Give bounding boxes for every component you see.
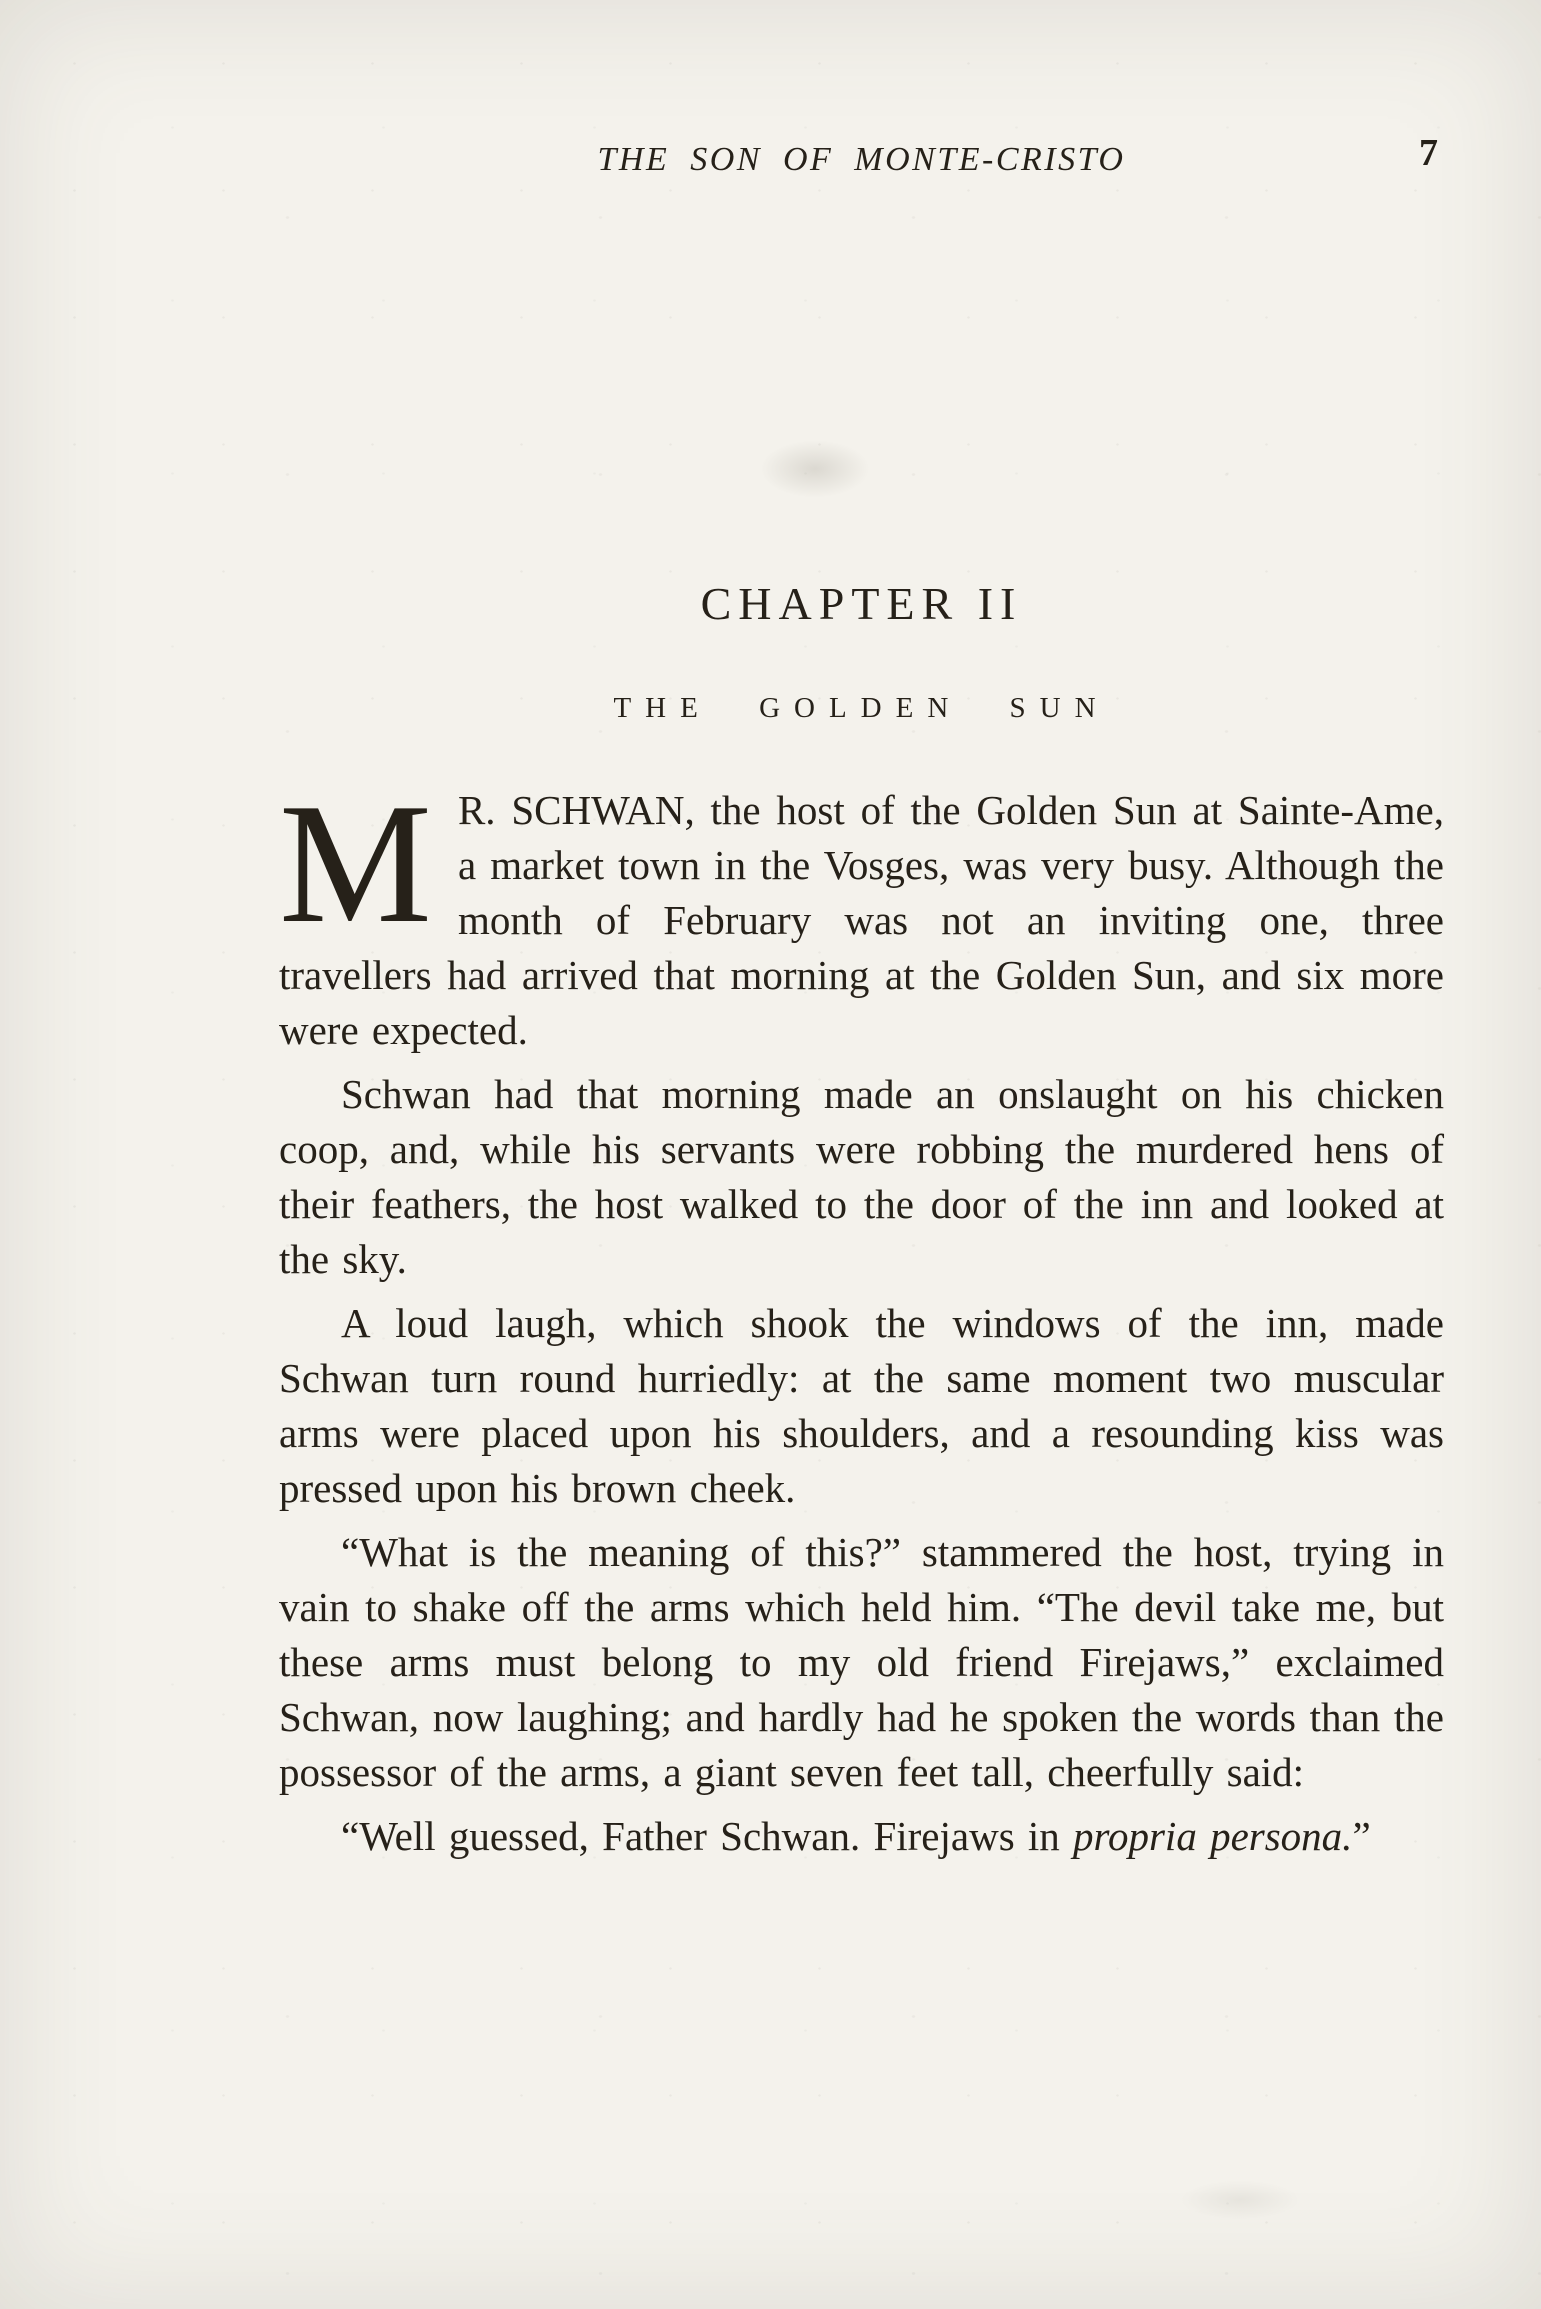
paragraph-1 — [279, 769, 1444, 1058]
paragraph-5-lead: “Well guessed, Father Schwan. Firejaws in — [341, 1813, 1074, 1859]
text-block — [279, 0, 1444, 1864]
paragraph-5-tail: ” — [1352, 1813, 1371, 1859]
paragraph-5 — [279, 1809, 1444, 1864]
paragraph-1-text: R. SCHWAN, the host of the Golden Sun at Sainte-Ame, a market town in the Vosges, was very busy. Although the month of February was not an inviting one, three travellers had arrived that morning at the Golden Sun, and six more were expected. — [279, 787, 1444, 1053]
paragraph-4: “What is the meaning of this?” stammered the host, trying in vain to shake off the arms which held him. “The devil take me, but these arms must belong to my old friend Firejaws,” exclaimed Schwan, now laughing; and hardly had he spoken the words than the possessor of the arms, a giant seven feet tall, cheerfully said: — [279, 1529, 1444, 1795]
drop-cap: M — [279, 769, 432, 959]
page-number: 7 — [1419, 132, 1438, 174]
chapter-heading: CHAPTER II — [700, 578, 1023, 629]
scan-smudge — [1180, 2180, 1300, 2220]
paragraph-2: Schwan had that morning made an onslaught on his chicken coop, and, while his servants were robbing the murdered hens of their feathers, the host walked to the door of the inn and looked at the sky. — [279, 1071, 1444, 1282]
chapter-subtitle: THE GOLDEN SUN — [613, 692, 1110, 724]
running-header-title: THE SON OF MONTE-CRISTO — [597, 141, 1126, 178]
body-text — [279, 769, 1444, 1864]
running-header-row — [279, 0, 1444, 179]
paragraph-3: A loud laugh, which shook the windows of the inn, made Schwan turn round hurriedly: at the same moment two muscular arms were placed upon his shoulders, and a resounding kiss was pressed upon his brown cheek. — [279, 1300, 1444, 1511]
paragraph-5-italic-phrase: propria persona. — [1073, 1813, 1353, 1859]
